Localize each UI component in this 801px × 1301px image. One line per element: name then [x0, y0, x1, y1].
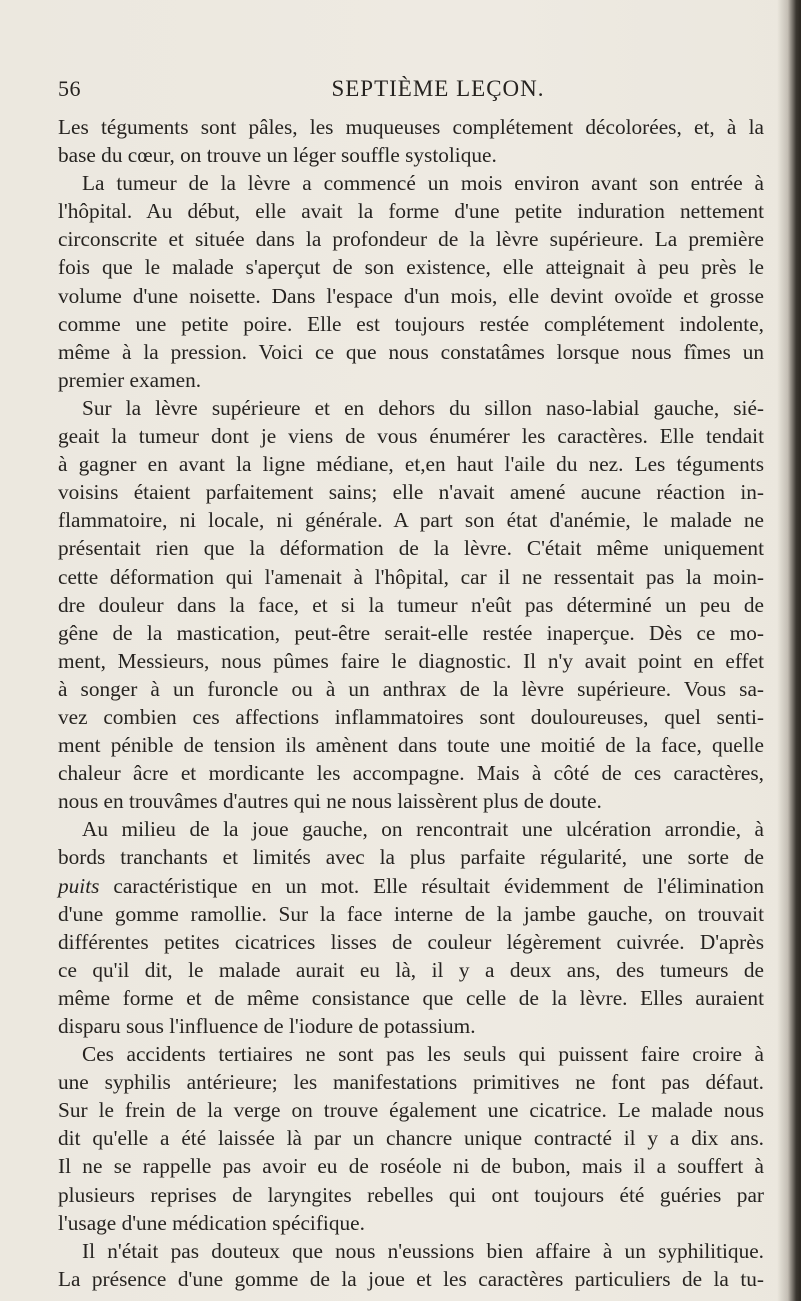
italic-word: puits	[58, 873, 100, 898]
text-line: l'usage d'une médication spécifique.	[58, 1210, 365, 1235]
text-line: comme une petite poire. Elle est toujours restée complétement indolente,	[58, 311, 764, 336]
text-line: d'une gomme ramollie. Sur la face interne de la jambe gauche, on trouvait	[58, 901, 764, 926]
text-line: gêne de la mastication, peut-être serait-elle restée inaperçue. Dès ce mo-	[58, 620, 764, 645]
text-line: bords tranchants et limités avec la plus parfaite régularité, une sorte de	[58, 845, 764, 870]
text-line: l'hôpital. Au début, elle avait la forme d'une petite induration nettement	[58, 199, 764, 224]
text-line: base du cœur, on trouve un léger souffle systolique.	[58, 143, 497, 168]
text-line: disparu sous l'influence de l'iodure de potassium.	[58, 1014, 476, 1038]
text-line: dit qu'elle a été laissée là par un chancre unique contracté il y a dix ans.	[58, 1126, 764, 1151]
text-line: circonscrite et située dans la profondeur de la lèvre supérieure. La première	[58, 227, 764, 252]
body-text	[58, 113, 764, 1293]
running-title: SEPTIÈME LEÇON.	[331, 76, 545, 101]
text-line: premier examen.	[58, 367, 202, 392]
text-line: fois que le malade s'aperçut de son existence, elle atteignait à peu près le	[58, 255, 764, 280]
text-line: présentait rien que la déformation de la lèvre. C'était même uniquement	[58, 536, 764, 561]
text-line: nous en trouvâmes d'autres qui ne nous laissèrent plus de doute.	[58, 789, 602, 814]
text-line: à gagner en avant la ligne médiane, et,en haut l'aile du nez. Les téguments	[58, 452, 764, 477]
text-line: même à la pression. Voici ce que nous constatâmes lorsque nous fîmes un	[58, 339, 764, 364]
text-line: flammatoire, ni locale, ni générale. A part son état d'anémie, le malade ne	[58, 508, 764, 533]
text-line: vez combien ces affections inflammatoires sont douloureuses, quel senti-	[58, 704, 764, 729]
text-line: Il n'était pas douteux que nous n'eussions bien affaire à un syphilitique.	[82, 1238, 764, 1263]
text-line: une syphilis antérieure; les manifestations primitives ne font pas défaut.	[58, 1070, 764, 1095]
text-line: Au milieu de la joue gauche, on rencontrait une ulcération arrondie, à	[82, 817, 764, 842]
text-line-rest: caractéristique en un mot. Elle résultait évidemment de l'élimination	[113, 873, 764, 898]
text-line: voisins étaient parfaitement sains; elle n'avait amené aucune réaction in-	[58, 480, 764, 505]
text-line: cette déformation qui l'amenait à l'hôpital, car il ne ressentait pas la moin-	[58, 564, 764, 589]
text-line: Il ne se rappelle pas avoir eu de roséole ni de bubon, mais il a souffert à	[58, 1154, 764, 1179]
text-line: ment, Messieurs, nous pûmes faire le diagnostic. Il n'y avait point en effet	[58, 648, 764, 673]
text-line: La présence d'une gomme de la joue et les caractères particuliers de la tu-	[58, 1266, 764, 1291]
text-line: La tumeur de la lèvre a commencé un mois environ avant son entrée à	[82, 171, 764, 196]
text-line: Sur la lèvre supérieure et en dehors du sillon naso-labial gauche, sié-	[82, 395, 764, 420]
text-line: volume d'une noisette. Dans l'espace d'un mois, elle devint ovoïde et grosse	[58, 283, 764, 308]
text-line: Les téguments sont pâles, les muqueuses complétement décolorées, et, à la	[58, 115, 764, 139]
text-line-with-italic	[58, 872, 764, 900]
text-line: ment pénible de tension ils amènent dans toute une moitié de la face, quelle	[58, 733, 764, 758]
text-line: à songer à un furoncle ou à un anthrax de la lèvre supérieure. Vous sa-	[58, 676, 764, 701]
text-line: Sur le frein de la verge on trouve également une cicatrice. Le malade nous	[58, 1098, 764, 1123]
text-line: Ces accidents tertiaires ne sont pas les seuls qui puissent faire croire à	[82, 1042, 764, 1067]
text-line: ce qu'il dit, le malade aurait eu là, il y a deux ans, des tumeurs de	[58, 957, 764, 982]
page-edge-shadow	[777, 0, 801, 1301]
text-line: dre douleur dans la face, et si la tumeur n'eût pas déterminé un peu de	[58, 592, 764, 617]
text-line: geait la tumeur dont je viens de vous énumérer les caractères. Elle tendait	[58, 424, 764, 449]
text-line: même forme et de même consistance que celle de la lèvre. Elles auraient	[58, 985, 764, 1010]
text-line: différentes petites cicatrices lisses de couleur légèrement cuivrée. D'après	[58, 929, 764, 954]
running-head	[58, 76, 758, 106]
page-number: 56	[58, 76, 81, 101]
text-line: chaleur âcre et mordicante les accompagne. Mais à côté de ces caractères,	[58, 761, 764, 786]
text-line: plusieurs reprises de laryngites rebelles qui ont toujours été guéries par	[58, 1182, 764, 1207]
